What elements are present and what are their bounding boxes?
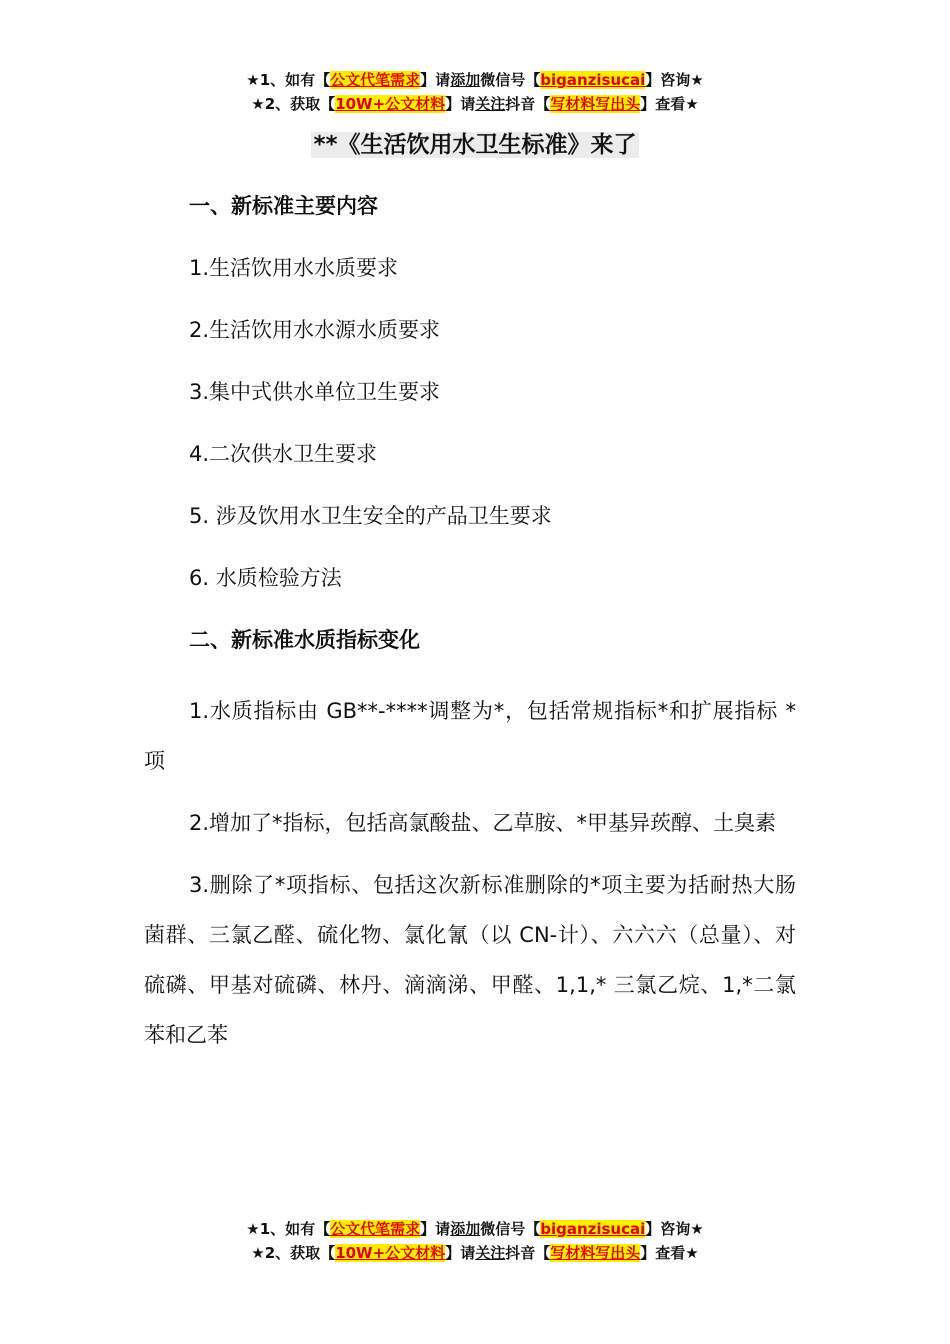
- ad-text: 微信号【: [480, 71, 541, 89]
- ad-highlight-materials: 10W+公文材料: [335, 95, 446, 113]
- ad-highlight-douyin-account: 写材料写出头: [550, 95, 641, 113]
- ad-highlight-wechat-id: biganzisucai: [540, 1220, 646, 1238]
- ad-underline-follow: 关注: [475, 1244, 506, 1262]
- ad-text: 】请: [445, 1244, 476, 1262]
- ad-text: ★1、如有【: [246, 71, 331, 89]
- ad-text: 抖音【: [505, 1244, 551, 1262]
- ad-underline-add: 添加: [450, 1220, 481, 1238]
- ad-text: 】请: [420, 1220, 451, 1238]
- section-2-heading: 二、新标准水质指标变化: [189, 628, 420, 652]
- section-2-paragraph: 3.删除了*项指标、包括这次新标准删除的*项主要为括耐热大肠菌群、三氯乙醛、硫化物、氯化氰（以 CN-计）、六六六（总量）、对硫磷、甲基对硫磷、林丹、滴滴涕、甲醛、1,1,* 三氯乙烷、1,*二氯苯和乙苯: [144, 873, 796, 1047]
- ad-highlight-service: 公文代笔需求: [330, 1220, 421, 1238]
- document-title-text: **《生活饮用水卫生标准》来了: [313, 132, 637, 158]
- section-1-item: 2.生活饮用水水源水质要求: [189, 318, 441, 342]
- ad-highlight-materials: 10W+公文材料: [335, 1244, 446, 1262]
- ad-text: 微信号【: [480, 1220, 541, 1238]
- document-title: [0, 126, 950, 164]
- ad-text: 】咨询★: [645, 1220, 704, 1238]
- section-1-item: 3.集中式供水单位卫生要求: [189, 380, 441, 404]
- section-1-item: 4.二次供水卫生要求: [189, 442, 378, 466]
- ad-footer-line-1: [0, 1217, 950, 1241]
- ad-footer-line-2: [0, 1241, 950, 1265]
- ad-text: ★2、获取【: [251, 95, 336, 113]
- ad-text: ★2、获取【: [251, 1244, 336, 1262]
- ad-header-line-2: [0, 92, 950, 116]
- ad-underline-add: 添加: [450, 71, 481, 89]
- ad-highlight-service: 公文代笔需求: [330, 71, 421, 89]
- document-body: [144, 190, 796, 1072]
- ad-highlight-wechat-id: biganzisucai: [540, 71, 646, 89]
- ad-text: 】请: [445, 95, 476, 113]
- section-2-paragraph: 2.增加了*指标，包括高氯酸盐、乙草胺、*甲基异莰醇、土臭素: [189, 811, 777, 835]
- section-1-item: 5. 涉及饮用水卫生安全的产品卫生要求: [189, 504, 552, 528]
- ad-text: 抖音【: [505, 95, 551, 113]
- ad-header: [0, 68, 950, 116]
- ad-text: 】咨询★: [645, 71, 704, 89]
- ad-footer: [0, 1217, 950, 1265]
- section-1-item: 1.生活饮用水水质要求: [189, 256, 399, 280]
- section-1-heading: 一、新标准主要内容: [189, 194, 378, 218]
- ad-text: 】请: [420, 71, 451, 89]
- ad-underline-follow: 关注: [475, 95, 506, 113]
- ad-highlight-douyin-account: 写材料写出头: [550, 1244, 641, 1262]
- section-1-item: 6. 水质检验方法: [189, 566, 342, 590]
- ad-text: 】查看★: [640, 1244, 699, 1262]
- ad-text: 】查看★: [640, 95, 699, 113]
- ad-header-line-1: [0, 68, 950, 92]
- section-2-paragraph: 1.水质指标由 GB**-****调整为*，包括常规指标*和扩展指标 * 项: [144, 699, 796, 773]
- ad-text: ★1、如有【: [246, 1220, 331, 1238]
